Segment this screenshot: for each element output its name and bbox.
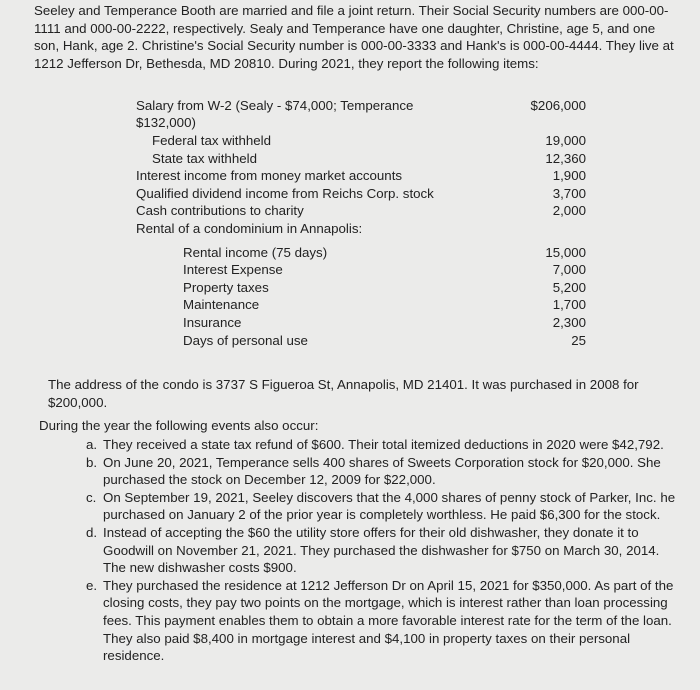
list-item: [86, 436, 676, 454]
intro-paragraph: Seeley and Temperance Booth are married and file a joint return. Their Social Security numbers are 000-00-1111 and 000-00-2222, respectively. Sealy and Temperance have one daughter, Christine, age 5, and one son, Hank, age 2. Christine's Social Security number is 000-00-3333 and Hank's is 000-00-4444. They live at 1212 Jefferson Dr, Bethesda, MD 20810. During 2021, they report the following items:: [34, 3, 674, 71]
item-row-charity: [136, 202, 586, 220]
item-row-interest-expense: [136, 261, 586, 279]
item-label: Salary from W-2 (Sealy - $74,000; Temperance $132,000): [136, 98, 414, 130]
item-label: Maintenance: [183, 297, 260, 313]
list-item: [86, 524, 676, 577]
item-label: Interest income from money market accounts: [136, 168, 403, 184]
list-item-text: They received a state tax refund of $600. Their total itemized deductions in 2020 were $42,792.: [103, 437, 664, 452]
item-row-maintenance: [136, 296, 586, 314]
condo-note: The address of the condo is 3737 S Figueroa St, Annapolis, MD 21401. It was purchased in 2008 for $200,000.: [48, 377, 639, 410]
item-label: State tax withheld: [152, 150, 257, 166]
item-row-federal-tax: [136, 132, 586, 150]
list-marker: b.: [86, 454, 98, 470]
item-label: Rental income (75 days): [183, 244, 328, 260]
item-row-rental-header: [136, 220, 586, 238]
item-value: 19,000: [545, 133, 586, 148]
item-value: 12,360: [545, 150, 586, 166]
item-row-property-taxes: [136, 279, 586, 297]
list-marker: d.: [86, 524, 98, 540]
item-value: 1,900: [552, 168, 586, 184]
events-heading: During the year the following events also occur:: [39, 418, 319, 433]
item-row-rental-income: [136, 244, 586, 262]
list-item-text: They purchased the residence at 1212 Jefferson Dr on April 15, 2021 for $350,000. As part of the closing costs, they pay two points on the mortgage, which is interest rather than loan processing fees. This payment enables them to obtain a more favorable interest rate for the term of the loan. They also paid $8,400 in mortgage interest and $4,100 in property taxes on their personal residence.: [103, 577, 674, 664]
item-value: 2,000: [552, 203, 586, 219]
item-row-personal-use: [136, 332, 586, 350]
list-item-text: Instead of accepting the $60 the utility store offers for their old dishwasher, they donate it to Goodwill on November 21, 2021. They purchased the dishwasher for $750 on March 30, 2014. The new dishwasher costs $900.: [103, 524, 660, 576]
item-label: Interest Expense: [183, 262, 283, 278]
list-item-text: On September 19, 2021, Seeley discovers that the 4,000 shares of penny stock of Parker, Inc. he purchased on January 2 of the prior year is completely worthless. He paid $6,300 for the stock.: [103, 489, 676, 523]
list-item-text: On June 20, 2021, Temperance sells 400 shares of Sweets Corporation stock for $20,000. She purchased the stock on December 12, 2009 for $22,000.: [103, 454, 661, 488]
item-value: 3,700: [552, 185, 586, 201]
item-value: 7,000: [552, 262, 586, 278]
item-row-insurance: [136, 314, 586, 332]
list-item: [86, 489, 676, 524]
item-label: Cash contributions to charity: [136, 203, 304, 219]
list-item: [86, 577, 676, 665]
list-item: [86, 454, 676, 489]
item-value: $206,000: [530, 98, 586, 113]
item-value: 5,200: [552, 279, 586, 295]
item-label: Rental of a condominium in Annapolis:: [136, 220, 363, 236]
item-value: 1,700: [552, 297, 586, 313]
item-row-interest-income: [136, 167, 586, 185]
item-label: Insurance: [183, 314, 242, 330]
item-label: Days of personal use: [183, 332, 308, 348]
item-value: 2,300: [552, 314, 586, 330]
item-row-salary: [136, 97, 586, 132]
item-label: Qualified dividend income from Reichs Corp. stock: [136, 185, 434, 201]
items-table: [136, 97, 586, 349]
item-label: Property taxes: [183, 279, 269, 295]
list-marker: c.: [86, 489, 97, 505]
item-row-state-tax: [136, 150, 586, 168]
list-marker: e.: [86, 577, 98, 593]
list-marker: a.: [86, 437, 98, 452]
item-value: 25: [571, 332, 586, 348]
events-list: [86, 436, 676, 665]
item-row-dividend: [136, 185, 586, 203]
item-label: Federal tax withheld: [152, 133, 271, 148]
item-value: 15,000: [545, 244, 586, 260]
